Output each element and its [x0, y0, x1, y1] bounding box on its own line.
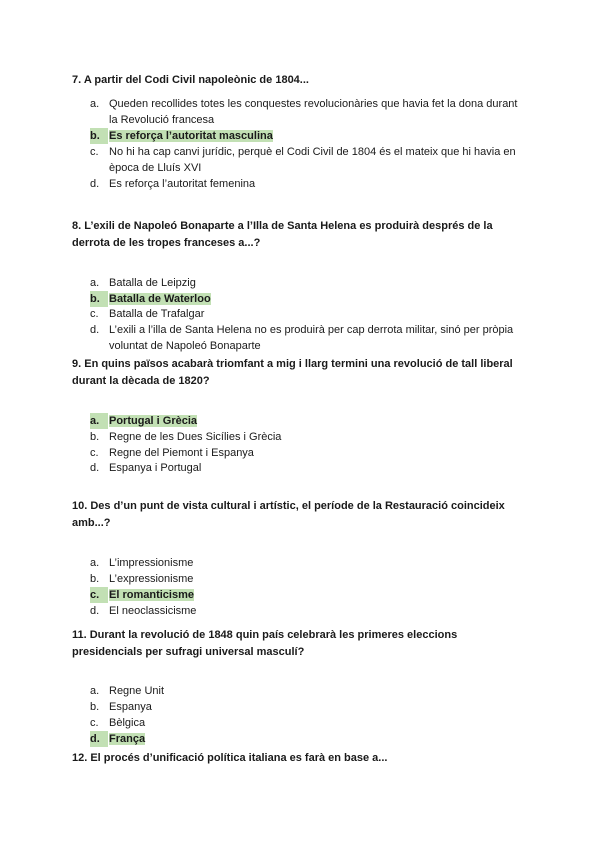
option-text: L’exili a l’illa de Santa Helena no es produirà per cap derrota militar, sinó per pròpia voluntat de Napoleó Bonaparte — [109, 324, 514, 352]
question-7-option-a[interactable] — [90, 96, 520, 128]
question-10-option-a[interactable] — [90, 555, 520, 571]
option-text: Espanya — [109, 701, 152, 713]
option-text: Batalla de Trafalgar — [109, 308, 205, 320]
option-letter: b. — [90, 431, 100, 443]
question-12-title: 12. El procés d’unificació política italiana es farà en base a... — [72, 752, 388, 764]
option-letter: a. — [90, 413, 108, 429]
option-letter: c. — [90, 146, 99, 158]
option-letter: c. — [90, 308, 99, 320]
question-7-title: 7. A partir del Codi Civil napoleònic de 1804... — [72, 74, 309, 86]
question-11-option-b[interactable] — [90, 699, 520, 715]
question-10-option-d[interactable] — [90, 603, 520, 619]
option-text: L’impressionisme — [109, 557, 194, 569]
option-text: Regne de les Dues Sicílies i Grècia — [109, 431, 282, 443]
option-letter: c. — [90, 447, 99, 459]
question-8-title: 8. L’exili de Napoleó Bonaparte a l’Illa de Santa Helena es produirà després de la derrota de les tropes franceses a...? — [72, 220, 493, 249]
option-letter: b. — [90, 128, 108, 144]
question-10-title: 10. Des d’un punt de vista cultural i artístic, el període de la Restauració coincideix amb...? — [72, 500, 505, 529]
option-text: L’expressionisme — [109, 573, 194, 585]
option-text-highlighted: Batalla de Waterloo — [109, 293, 211, 305]
option-text: Queden recollides totes les conquestes revolucionàries que havia fet la dona durant la Revolució francesa — [109, 98, 518, 126]
option-letter: b. — [90, 701, 100, 713]
question-7-option-d[interactable] — [90, 176, 520, 192]
option-letter: c. — [90, 717, 99, 729]
option-letter: d. — [90, 324, 100, 336]
option-text-highlighted: El romanticisme — [109, 589, 194, 601]
option-letter: d. — [90, 605, 100, 617]
question-11-title: 11. Durant la revolució de 1848 quin país celebrarà les primeres eleccions presidencials per sufragi universal masculí? — [72, 629, 458, 658]
option-text-highlighted: Es reforça l’autoritat masculina — [109, 130, 273, 142]
option-letter: d. — [90, 731, 108, 747]
option-letter: a. — [90, 98, 100, 110]
question-11-option-d[interactable] — [90, 731, 520, 747]
option-letter: b. — [90, 291, 108, 307]
option-text: Espanya i Portugal — [109, 462, 202, 474]
question-10-option-c[interactable] — [90, 587, 520, 603]
option-text: Es reforça l’autoritat femenina — [109, 178, 256, 190]
question-9-option-b[interactable] — [90, 429, 520, 445]
option-letter: a. — [90, 277, 100, 289]
question-11-option-a[interactable] — [90, 683, 520, 699]
question-9-title: 9. En quins països acabarà triomfant a mig i llarg termini una revolució de tall liberal durant la dècada de 1820? — [72, 358, 513, 387]
option-letter: d. — [90, 178, 100, 190]
option-text: No hi ha cap canvi jurídic, perquè el Codi Civil de 1804 és el mateix que hi havia en època de Lluís XVI — [109, 146, 516, 174]
question-8-option-a[interactable] — [90, 275, 520, 291]
option-text-highlighted: Portugal i Grècia — [109, 415, 198, 427]
question-9-option-d[interactable] — [90, 460, 520, 476]
question-8-option-d[interactable] — [90, 322, 520, 354]
question-8-option-c[interactable] — [90, 306, 520, 322]
option-text: Batalla de Leipzig — [109, 277, 196, 289]
question-7-option-c[interactable] — [90, 144, 520, 176]
question-7-option-b[interactable] — [90, 128, 520, 144]
question-11-option-c[interactable] — [90, 715, 520, 731]
option-letter: a. — [90, 685, 100, 697]
option-text: Bèlgica — [109, 717, 146, 729]
option-letter: b. — [90, 573, 100, 585]
question-8-option-b[interactable] — [90, 291, 520, 307]
option-text-highlighted: França — [109, 733, 146, 745]
option-letter: c. — [90, 587, 108, 603]
question-9-option-c[interactable] — [90, 445, 520, 461]
option-text: Regne Unit — [109, 685, 165, 697]
option-text: Regne del Piemont i Espanya — [109, 447, 254, 459]
option-letter: a. — [90, 557, 100, 569]
option-letter: d. — [90, 462, 100, 474]
question-9-option-a[interactable] — [90, 413, 520, 429]
option-text: El neoclassicisme — [109, 605, 197, 617]
question-10-option-b[interactable] — [90, 571, 520, 587]
